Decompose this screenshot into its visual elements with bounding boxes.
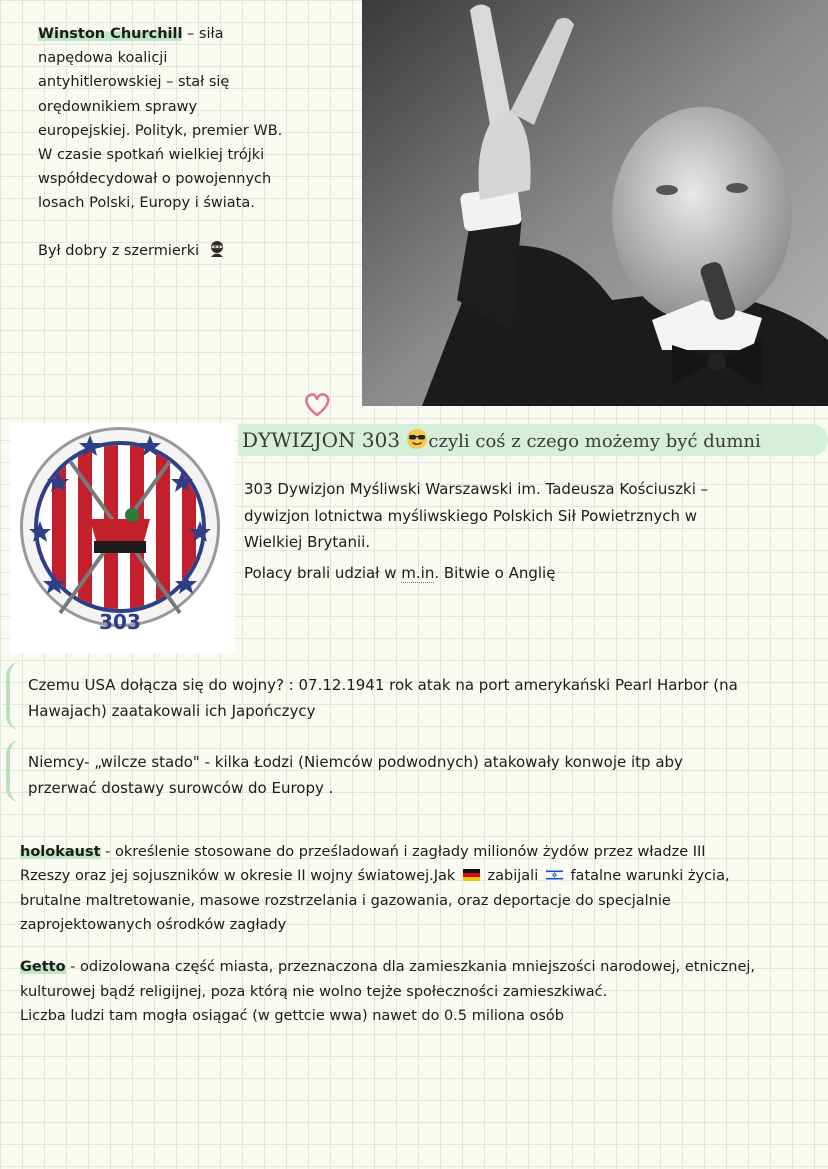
churchill-line: współdecydował o powojennych (38, 171, 272, 188)
israel-flag-icon (546, 869, 563, 881)
germany-bracket (6, 740, 28, 802)
churchill-line: – siła (182, 26, 224, 42)
getto-line: Liczba ludzi tam mogła osiągać (w gettcie wwa) nawet do 0.5 miliona osób (20, 1008, 564, 1024)
churchill-line: europejskiej. Polityk, premier WB. (38, 122, 283, 139)
churchill-line: napędowa koalicji (38, 50, 168, 67)
badge-number: 303 (99, 610, 141, 634)
holocaust-line: zaprojektowanych ośrodków zagłady (20, 916, 287, 933)
germany-note (28, 749, 788, 801)
dywizjon-line: 303 Dywizjon Myśliwski Warszawski im. Tadeusza Kościuszki – (244, 480, 709, 498)
fencing-note-text: Był dobry z szermierki (38, 243, 200, 259)
germany-line: Niemcy- „wilcze stado" - kilka Łodzi (Niemców podwodnych) atakowały konwoje itp aby (28, 753, 683, 771)
holocaust-line: brutalne maltretowanie, masowe rozstrzelania i gazowania, oraz deportacje do specjalnie (20, 892, 671, 909)
dywizjon-line: dywizjon lotnictwa myśliwskiego Polskich Sił Powietrznych w (244, 506, 698, 525)
churchill-line: losach Polski, Europy i świata. (38, 195, 255, 212)
holocaust-line: zabijali (482, 868, 543, 885)
usa-line: Hawajach) zaatakowali ich Japończycy (28, 702, 316, 720)
churchill-line: orędownikiem sprawy (38, 98, 198, 115)
getto-line: kulturowej bądź religijnej, poza którą nie wolno tejże społeczności zamieszkiwać. (20, 983, 608, 1000)
battle-prefix: Polacy brali udział w (244, 564, 402, 582)
getto-definition (20, 955, 820, 1029)
holocaust-definition (20, 840, 820, 937)
dywizjon-title (242, 428, 761, 452)
churchill-description (38, 22, 358, 216)
churchill-line: W czasie spotkań wielkiej trójki (38, 147, 265, 164)
holocaust-line: fatalne warunki życia, (565, 868, 730, 885)
holocaust-term: holokaust (20, 844, 101, 860)
churchill-line: antyhitlerowskiej – stał się (38, 74, 230, 91)
getto-line: - odizolowana część miasta, przeznaczona dla zamieszkania mniejszości narodowej, etnicznej, (65, 959, 756, 975)
usa-note (28, 672, 818, 724)
churchill-name: Winston Churchill (38, 26, 183, 42)
germany-line: przerwać dostawy surowców do Europy . (28, 779, 334, 797)
dywizjon-description (244, 476, 804, 556)
ninja-icon (208, 240, 226, 258)
getto-term: Getto (20, 959, 66, 975)
holocaust-line: - określenie stosowane do prześladowań i zagłady milionów żydów przez władze III (100, 844, 706, 860)
heart-icon (302, 390, 332, 418)
dywizjon-line: Wielkiej Brytanii. (244, 533, 371, 551)
holocaust-line: Rzeszy oraz jej sojuszników w okresie II wojny światowej.Jak (20, 868, 460, 885)
churchill-photo (362, 0, 828, 406)
germany-flag-icon (463, 869, 480, 881)
battle-of-britain-note (244, 560, 555, 586)
sunglasses-emoji-icon (406, 428, 428, 450)
usa-bracket (6, 662, 28, 730)
dywizjon-subtitle: czyli coś z czego możemy być dumni (428, 431, 761, 452)
battle-abbr: m.in (401, 564, 435, 582)
fencing-note (38, 240, 226, 259)
dywizjon-title-text: DYWIZJON 303 (242, 428, 401, 452)
usa-line: Czemu USA dołącza się do wojny? : 07.12.1941 rok atak na port amerykański Pearl Harbor (na (28, 676, 738, 694)
squadron-303-badge (10, 423, 235, 653)
battle-suffix: . Bitwie o Anglię (434, 564, 556, 582)
